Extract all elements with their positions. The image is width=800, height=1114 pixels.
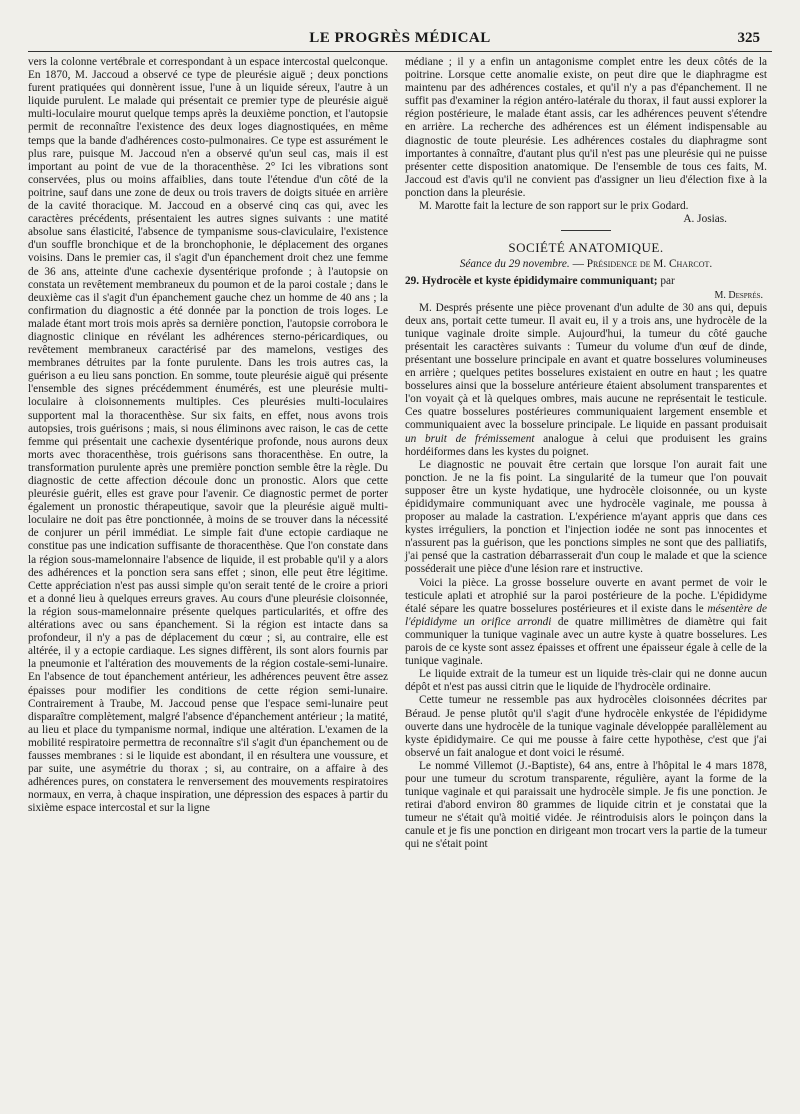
marotte-paragraph: M. Marotte fait la lecture de son rapport sur le prix Godard. (419, 200, 689, 213)
society-heading: SOCIÉTÉ ANATOMIQUE. (508, 240, 664, 256)
article-paragraph-4: Le liquide extrait de la tumeur est un liquide très-clair qui ne donne aucun dépôt et n'est pas aussi citrin que le liquide de l'hydrocèle ordinaire. (405, 668, 767, 694)
article-heading (405, 275, 767, 288)
article-paragraph-3 (405, 577, 767, 669)
article-paragraph-5: Cette tumeur ne ressemble pas aux hydrocèles cloisonnées décrites par Béraud. Je pense plutôt qu'il s'agit d'une hydrocèle enkystée de l'épididyme ouverte dans une hydrocèle de la tunique vaginale développée parallèlement au kyste épididymaire. Ce qui me pousse à faire cette hypothèse, c'est que j'ai observé un fait analogue et dont voici le résumé. (405, 694, 767, 759)
article-author: M. Després. (714, 289, 763, 301)
article-paragraph-2: Le diagnostic ne pouvait être certain que lorsque l'on aurait fait une ponction. Je ne la fis point. La singularité de la tumeur que l'on pouvait supposer être un kyste hydatique, une hydrocèle cloisonnée, ou un kyste épididymaire communiquant avec une hydrocèle vaginale, me poussa à proposer au malade la castration. L'expérience m'ayant appris que dans ces kystes irréguliers, la ponction et l'injection iodée ne sont pas innocentes et n'assurent pas la guérison, que les ponctions simples ne sont que des palliatifs, j'ai pensé que la castration débarrasserait d'un coup le malade et que la science posséderait une pièce d'une lésion rare et instructive. (405, 458, 767, 576)
right-column (405, 56, 767, 852)
article-number: 29. (405, 275, 420, 288)
article-paragraph-3-end: de quatre millimètres de diamètre qui fait communiquer la tunique vaginale avec un autre kyste à quatre bosselures. Les parois de ce kyste sont assez épaisses et offrent une épaisseur égale à celle de la tunique vaginale. (405, 615, 767, 668)
article-paragraph-3-text: Voici la pièce. La grosse bosselure ouverte en avant permet de voir le testicule aplati et atrophié sur la paroi postérieure de la poche. L'épididyme étalé sépare les quatre bosselures postérieures et il existe dans le (405, 576, 767, 615)
signature: A. Josias. (683, 213, 727, 226)
article-title: Hydrocèle et kyste épididymaire communiquant; (419, 275, 658, 288)
left-paragraph-1: vers la colonne vertébrale et correspondant à un espace intercostal quelconque. En 1870, M. Jaccoud a observé ce type de pleurésie aiguë ; deux ponctions furent pratiquées qui donnèrent issue, l'une à un liquide séreux, l'autre à un liquide purulent. Le malade qui présentait ce premier type de pleurésie aiguë multi-loculaire mourut quelque temps après la deuxième ponction, et l'autopsie permit de reconnaître l'existence des deux loges diagnostiquées, en même temps que la bande d'adhérences costo-pulmonaires. Ce type est assurément le plus rare, puisque M. Jaccoud n'en a observé qu'un seul cas, mais il est important au point de vue de la thoracenthèse. 2° Ici les vibrations sont conservées, plus ou moins affaiblies, dans toute l'étendue d'un côté de la poitrine, sauf dans une zone de deux ou trois travers de doigts située en arrière de la cavité thoracique. M. Jaccoud en a observé cinq cas qui, avec les caractères précédents, présentaient les autres signes suivants : une matité absolue sans élasticité, l'absence de tympanisme sous-claviculaire, l'existence d'un souffle bronchique et de la bronchophonie, le déplacement des organes voisins. Dans le premier cas, il s'agit d'un épanchement droit chez une femme de 36 ans, atteinte d'une cachexie dysentérique profonde ; à l'autopsie on constata un revêtement membraneux du poumon et de la paroi costale ; dans le deuxième cas il s'agit d'un épanchement gauche chez un homme de 40 ans ; la confirmation du diagnostic a été donnée par la ponction de trois loges. Le malade étant mort trois mois après sa dernière ponction, l'autopsie corrobora le diagnostic clinique en révélant les adhérences sterno-péricardiques, ou revêtement membraneux caractérisé par des mamelons, vestiges des membranes détruites par la fonte purulente. Dans les trois autres cas, la guérison a eu lieu sans ponction. En somme, toute pleurésie aiguë qui présente l'ensemble des signes précédemment énumérés, est une pleurésie multi-loculaire à cloisonnements multiples. Ces pleurésies multi-loculaires supportent mal la thoracenthèse. Sur six faits, en effet, nous avons trois autopsies, trois guérisons ; mais, si nous éliminons avec raison, le cas de cette femme qui présentait une cachexie dysentérique profonde, nous aurons deux morts avec thoracenthèse, trois guérisons sans thoracenthèse. En outre, la transformation purulente après une première ponction semble être la règle. Du diagnostic de cette affection découle donc un pronostic. Alors que cette pleurésie guérit, elles est grave pour l'avenir. Ce diagnostic permet de porter également un pronostic thérapeutique, savoir que la pleurésie aiguë multi-loculaire ne doit pas être ponctionnée, à moins de se trouver dans la nécessité de conjurer un péril immédiat. Le simple fait d'une ectopie cardiaque ne constitue pas une indication suffisante de thoracenthèse. Que l'on constate dans la région sous-mamelonnaire l'absence de liquide, il est probable qu'il y a alors des adhérences et la ponction sera sans effet ; sinon, elle peut être légitime. Cette appréciation n'est pas aussi simple qu'on serait tenté de le croire a priori et a donné lieu à quelques erreurs graves. Au cours d'une pleurésie cloisonnée, la région sous-mamelonnaire présente quelques particularités, et offre des altérations avec ou sans épanchement. Si la région est intacte dans sa profondeur, il n'y a pas de déplacement du cœur ; si, au contraire, elle est altérée, il y a ectopie cardiaque. Les signes diffèrent, ils sont alors fournis par la pneumonie et l'altération des mouvements de la région costale-semi-lunaire. En l'absence de tout épanchement antérieur, les adhérences peuvent être assez épaisses pour modifier les conditions de cette région semi-lunaire. Contrairement à Traube, M. Jaccoud pense que l'espace semi-lunaire peut disparaître complètement, malgré l'absence d'épanchement antérieur ; la matité, au lieu et place du tympanisme normal, indique une altération. L'examen de la mobilité respiratoire permettra de reconnaître s'il s'agit d'un épanchement ou de fausses membranes : si le liquide est abondant, il en résultera une voussure, et par suite, une asymétrie du thorax ; si, au contraire, on a affaire à des adhérences pures, on constatera le renversement des mouvements respiratoires normaux, en verra, à chaque inspiration, une dépression des espaces à partir du sixième espace intercostal et sur la ligne (28, 56, 388, 815)
article-by: par (657, 275, 675, 288)
article-paragraph-6: Le nommé Villemot (J.-Baptiste), 64 ans, entre à l'hôpital le 4 mars 1878, pour une tumeur du scrotum transparente, régulière, ayant la forme de la tunique vaginale et qui paraissait une hydrocèle simple. Je fis une ponction. Je retirai d'abord environ 80 grammes de liquide citrin et je constatai que la tumeur ne s'était qu'à moitié vidée. Je réintroduisis alors le poinçon dans la canule et je fis une ponction en dirigeant mon trocart vers la partie de la tumeur qui ne s'était point (405, 759, 767, 851)
seance-presidence: — Présidence de M. Charcot. (569, 258, 713, 271)
article-paragraph-1-end: analogue à celui que produisent les grains hordéiformes dans les kystes du poignet. (405, 432, 767, 458)
article-paragraph-1-emphasis: un bruit de frémissement (405, 432, 535, 445)
article-paragraph-3-emphasis: mésentère de l'épididyme un orifice arrondi (405, 602, 767, 628)
article-paragraph-1 (405, 302, 767, 459)
seance-line (405, 258, 767, 271)
journal-title: LE PROGRÈS MÉDICAL (309, 30, 491, 46)
header-rule (28, 51, 772, 52)
left-column (28, 56, 388, 815)
page-number: 325 (737, 30, 760, 46)
article-paragraph-1-text: M. Després présente une pièce provenant d'un adulte de 30 ans qui, depuis deux ans, portait cette tumeur. Il avait eu, il y a trois ans, une hydrocèle de la tunique vaginale droite simple. Aujourd'hui, la tumeur du côté gauche présentait les caractères suivants : Tumeur du volume d'un œuf de dinde, présentant une bosselure principale en avant et quatre bosselures volumineuses en arrière ; quelques petites bosselures existaient en outre en haut ; les quatre bosselures ainsi que la bosselure antérieure étaient absolument transparentes et l'on voyait çà et là quelques ombres, mais aucune ne représentait le testicule. Ces quatre bosselures postérieures communiquaient largement ensemble et communiquaient avec la bosselure principale. Le liquide en passant produisait (405, 301, 767, 432)
seance-date: Séance du 29 novembre. (459, 258, 570, 271)
running-header (28, 30, 772, 50)
right-paragraph-1: médiane ; il y a enfin un antagonisme complet entre les deux côtés de la poitrine. Lorsque cette anomalie existe, on peut dire que le diaphragme est maintenu par des adhérences costales, et qu'il n'y a pas d'épanchement. Il ne suffit pas d'examiner la région antéro-latérale du thorax, il faut aussi explorer la région postérieure, le malade étant assis, car les adhérences peuvent s'étendre en arrière. La recherche des adhérences est un élément indispensable au diagnostic de toute pleurésie. Les adhérences costales du diaphragme sont importantes à connaître, d'autant plus qu'il n'est pas une pleurésie qui ne puisse présenter cette disposition anatomique. De l'ensemble de tous ces faits, M. Jaccoud est d'avis qu'il ne convient pas d'assigner un lieu d'élection fixe à la ponction dans la pleurésie. (405, 56, 767, 199)
section-divider (561, 230, 611, 231)
